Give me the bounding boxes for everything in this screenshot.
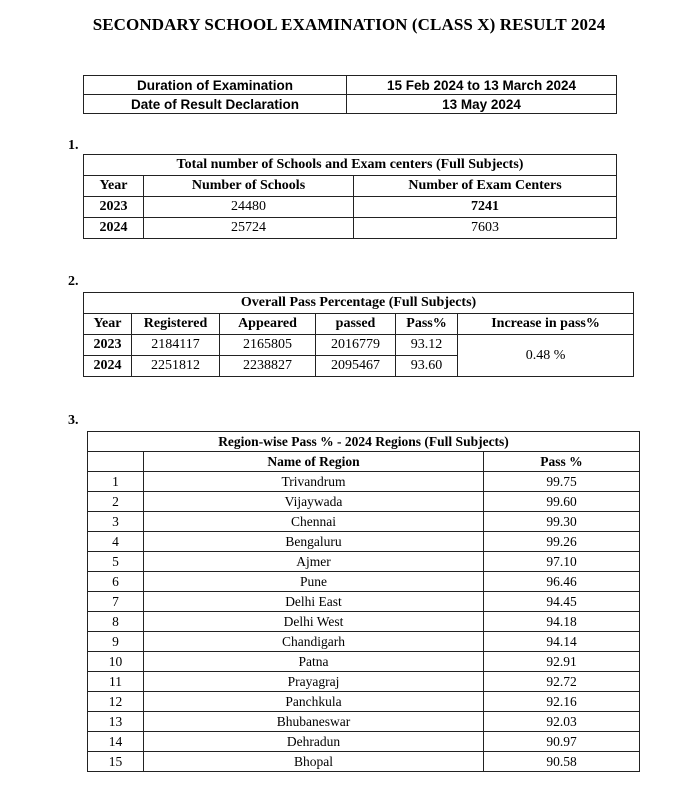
pass-percent-cell: 96.46	[484, 572, 640, 592]
table-row	[88, 532, 640, 552]
column-header: Appeared	[220, 314, 316, 335]
pass-percent-cell: 97.10	[484, 552, 640, 572]
table-row	[88, 592, 640, 612]
table-caption-row	[84, 155, 617, 176]
sno-cell: 11	[88, 672, 144, 692]
sno-cell: 5	[88, 552, 144, 572]
passed-cell: 2095467	[316, 356, 396, 377]
table-caption-row	[88, 432, 640, 452]
pass-percent-cell: 90.97	[484, 732, 640, 752]
page-title: SECONDARY SCHOOL EXAMINATION (CLASS X) RESULT 2024	[92, 15, 606, 34]
schools-centers-table	[83, 154, 617, 239]
column-header: Increase in pass%	[458, 314, 634, 335]
region-name-cell: Ajmer	[144, 552, 484, 572]
region-name-cell: Chennai	[144, 512, 484, 532]
table-row	[88, 472, 640, 492]
table-header-row	[84, 176, 617, 197]
table-row	[84, 335, 634, 356]
table-header-row	[88, 452, 640, 472]
centers-cell: 7241	[354, 197, 617, 218]
registered-cell: 2184117	[132, 335, 220, 356]
table-row	[84, 95, 617, 114]
section-caption: Total number of Schools and Exam centers (Full Subjects)	[84, 155, 617, 176]
region-pass-table	[87, 431, 640, 772]
sno-cell: 3	[88, 512, 144, 532]
table-row	[88, 692, 640, 712]
table-row	[88, 492, 640, 512]
sno-cell: 14	[88, 732, 144, 752]
schools-cell: 25724	[144, 218, 354, 239]
pass-percent-cell: 99.26	[484, 532, 640, 552]
column-header: Registered	[132, 314, 220, 335]
pass-percent-cell: 90.58	[484, 752, 640, 772]
year-cell: 2024	[84, 356, 132, 377]
increase-cell: 0.48 %	[458, 335, 634, 377]
year-cell: 2023	[84, 335, 132, 356]
region-name-cell: Delhi East	[144, 592, 484, 612]
table-header-row	[84, 314, 634, 335]
sno-cell: 13	[88, 712, 144, 732]
sno-cell: 2	[88, 492, 144, 512]
table-row	[88, 732, 640, 752]
column-header: Pass %	[484, 452, 640, 472]
column-header: Name of Region	[144, 452, 484, 472]
region-name-cell: Vijaywada	[144, 492, 484, 512]
sno-cell: 1	[88, 472, 144, 492]
sno-cell: 9	[88, 632, 144, 652]
schools-cell: 24480	[144, 197, 354, 218]
sno-cell: 10	[88, 652, 144, 672]
section-number: 1.	[68, 138, 79, 153]
column-header: Pass%	[396, 314, 458, 335]
table-row	[84, 197, 617, 218]
passed-cell: 2016779	[316, 335, 396, 356]
region-name-cell: Pune	[144, 572, 484, 592]
sno-cell: 4	[88, 532, 144, 552]
region-name-cell: Patna	[144, 652, 484, 672]
pass-percent-cell: 94.14	[484, 632, 640, 652]
duration-value: 15 Feb 2024 to 13 March 2024	[347, 76, 617, 95]
region-name-cell: Bhubaneswar	[144, 712, 484, 732]
appeared-cell: 2165805	[220, 335, 316, 356]
declaration-label: Date of Result Declaration	[84, 95, 347, 114]
column-header: Number of Schools	[144, 176, 354, 197]
appeared-cell: 2238827	[220, 356, 316, 377]
column-header: passed	[316, 314, 396, 335]
sno-cell: 7	[88, 592, 144, 612]
region-name-cell: Dehradun	[144, 732, 484, 752]
pass-percent-cell: 93.12	[396, 335, 458, 356]
pass-percent-cell: 92.03	[484, 712, 640, 732]
section-caption: Region-wise Pass % - 2024 Regions (Full Subjects)	[88, 432, 640, 452]
region-name-cell: Bengaluru	[144, 532, 484, 552]
declaration-value: 13 May 2024	[347, 95, 617, 114]
pass-percent-cell: 92.72	[484, 672, 640, 692]
region-name-cell: Prayagraj	[144, 672, 484, 692]
sno-cell: 12	[88, 692, 144, 712]
sno-cell: 6	[88, 572, 144, 592]
region-name-cell: Panchkula	[144, 692, 484, 712]
table-row	[88, 752, 640, 772]
pass-percent-cell: 92.16	[484, 692, 640, 712]
region-name-cell: Trivandrum	[144, 472, 484, 492]
table-row	[88, 652, 640, 672]
table-caption-row	[84, 293, 634, 314]
column-header	[88, 452, 144, 472]
table-row	[88, 572, 640, 592]
centers-cell: 7603	[354, 218, 617, 239]
pass-percent-cell: 99.60	[484, 492, 640, 512]
pass-percentage-table	[83, 292, 634, 377]
section-caption: Overall Pass Percentage (Full Subjects)	[84, 293, 634, 314]
table-row	[84, 76, 617, 95]
duration-label: Duration of Examination	[84, 76, 347, 95]
table-row	[88, 672, 640, 692]
table-row	[88, 512, 640, 532]
section-number: 3.	[68, 413, 79, 428]
column-header: Number of Exam Centers	[354, 176, 617, 197]
section-number: 2.	[68, 274, 79, 289]
year-cell: 2023	[84, 197, 144, 218]
pass-percent-cell: 93.60	[396, 356, 458, 377]
region-name-cell: Delhi West	[144, 612, 484, 632]
table-row	[88, 712, 640, 732]
column-header: Year	[84, 176, 144, 197]
year-cell: 2024	[84, 218, 144, 239]
registered-cell: 2251812	[132, 356, 220, 377]
column-header: Year	[84, 314, 132, 335]
pass-percent-cell: 99.30	[484, 512, 640, 532]
table-row	[84, 218, 617, 239]
region-name-cell: Bhopal	[144, 752, 484, 772]
pass-percent-cell: 94.18	[484, 612, 640, 632]
pass-percent-cell: 99.75	[484, 472, 640, 492]
pass-percent-cell: 94.45	[484, 592, 640, 612]
table-row	[88, 632, 640, 652]
region-name-cell: Chandigarh	[144, 632, 484, 652]
pass-percent-cell: 92.91	[484, 652, 640, 672]
table-row	[88, 552, 640, 572]
sno-cell: 8	[88, 612, 144, 632]
sno-cell: 15	[88, 752, 144, 772]
table-row	[88, 612, 640, 632]
exam-info-table	[83, 75, 617, 114]
